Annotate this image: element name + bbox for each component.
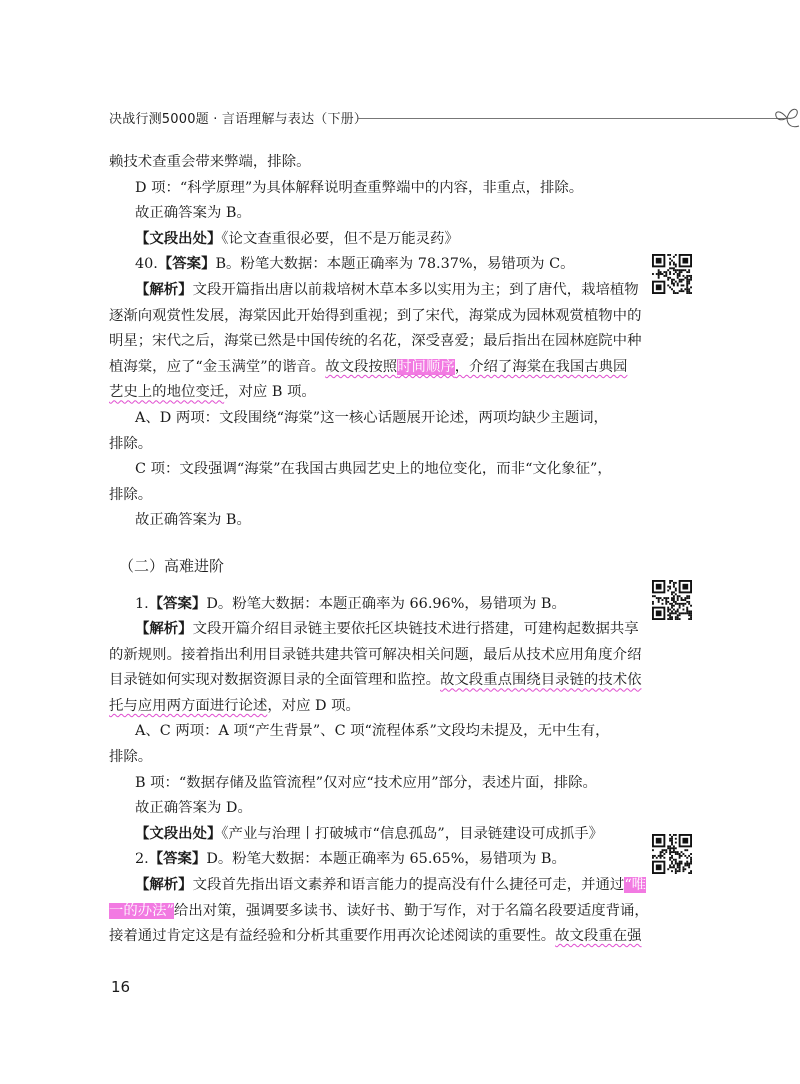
- source-tag: 【文段出处】: [135, 825, 222, 842]
- text-line: 逐渐向观赏性发展，海棠因此开始得到重视；到了宋代，海棠成为园林观赏植物中的: [109, 307, 642, 324]
- question-number: 2.: [135, 851, 149, 868]
- text-line: B 项：“数据存储及监管流程”仅对应“技术应用”部分，表述片面，排除。: [135, 774, 597, 791]
- header-rule: [357, 118, 787, 119]
- text-line: 排除。: [109, 435, 153, 452]
- text-span: ，对应 D 项。: [267, 697, 360, 714]
- qr-code-icon[interactable]: [652, 254, 692, 294]
- answer-line-q40: [109, 252, 629, 278]
- section-heading: （二）高难进阶: [119, 556, 225, 575]
- text-line: 故正确答案为 B。: [135, 205, 251, 222]
- text-line: 故正确答案为 D。: [135, 800, 252, 817]
- text-span: 给出对策，强调要多读书、读好书、勤于写作，对于名篇名段要适度背诵，: [173, 902, 649, 919]
- text-span: 植海棠，应了“金玉满堂”的谐音。: [109, 358, 326, 375]
- text-line: A、D 两项：文段围绕“海棠”这一核心话题展开论述，两项均缺少主题词，: [135, 409, 608, 426]
- analysis-text: 文段开篇指出唐以前栽培树木草本多以实用为主；到了唐代，栽培植物: [192, 281, 639, 298]
- text-line: [109, 694, 629, 720]
- analysis-text: 文段首先指出语文素养和语言能力的提高没有什么捷径可走，并通过: [192, 877, 625, 894]
- answer-line-q2: [109, 847, 629, 873]
- key-sentence-underline: 艺史上的地位变迁: [109, 384, 225, 401]
- key-sentence-underline: 故文段按照: [325, 358, 398, 375]
- page-header: [109, 104, 709, 134]
- text-line: [109, 355, 629, 381]
- keyword-highlight: 时间顺序: [397, 358, 455, 375]
- analysis-line: [109, 278, 639, 304]
- key-sentence-underline: 故文段重在强: [555, 928, 642, 945]
- question-number: 40.: [135, 256, 158, 273]
- analysis-tag: 【解析】: [135, 621, 193, 638]
- text-span: 目录链如何实现对数据资源目录的全面管理和监控。: [109, 672, 440, 689]
- qr-code-icon[interactable]: [652, 580, 692, 620]
- analysis-line: [109, 617, 639, 643]
- answer-tag: 【答案】: [148, 851, 207, 868]
- text-span: 接着通过肯定这是有益经验和分析其重要作用再次论述阅读的重要性。: [109, 928, 556, 945]
- answer-explanations: [109, 150, 649, 950]
- text-line: [109, 899, 649, 925]
- question-number: 1.: [135, 595, 149, 612]
- text-line: D 项：“科学原理”为具体解释说明查重弊端中的内容，非重点，排除。: [135, 179, 584, 196]
- text-line: 故正确答案为 B。: [135, 512, 251, 529]
- answer-text: D。粉笔大数据：本题正确率为 65.65%，易错项为 B。: [206, 851, 566, 868]
- analysis-text: 文段开篇介绍目录链主要依托区块链技术进行搭建，可建构起数据共享: [192, 621, 639, 638]
- text-line: [109, 924, 642, 950]
- text-line: 赖技术查重会带来弊端，排除。: [109, 154, 311, 170]
- answer-line-q1: [109, 592, 629, 618]
- text-span: ，对应 B 项。: [224, 384, 316, 401]
- key-sentence-underline: ，介绍了海棠在我国古典园: [454, 358, 628, 375]
- text-line: A、C 两项：A 项“产生背景”、C 项“流程体系”文段均未提及，无中生有，: [135, 723, 610, 740]
- leaf-sprout-icon: [765, 104, 800, 134]
- answer-tag: 【答案】: [157, 256, 216, 273]
- text-line: 明星；宋代之后，海棠已然是中国传统的名花，深受喜爱；最后指出在园林庭院中种: [109, 333, 642, 350]
- source-tag: 【文段出处】: [135, 230, 222, 247]
- key-sentence-underline: 故文段重点围绕目录链的技术依: [440, 672, 642, 689]
- source-title: 《产业与治理丨打破城市“信息孤岛”，目录链建设可成抓手》: [221, 825, 604, 842]
- answer-text: B。粉笔大数据：本题正确率为 78.37%，易错项为 C。: [215, 256, 575, 273]
- book-title: 决战行测5000题 · 言语理解与表达（下册）: [109, 112, 368, 127]
- text-line: C 项：文段强调“海棠”在我国古典园艺史上的地位变化，而非“文化象征”，: [135, 461, 612, 478]
- text-line: 的新规则。接着指出利用目录链共建共管可解决相关问题，最后从技术应用角度介绍: [109, 646, 642, 663]
- answer-text: D。粉笔大数据：本题正确率为 66.96%，易错项为 B。: [206, 595, 566, 612]
- text-line: 排除。: [109, 486, 153, 503]
- keyword-highlight: “唯: [624, 877, 647, 894]
- text-line: 排除。: [109, 749, 153, 766]
- source-title: 《论文查重很必要，但不是万能灵药》: [221, 230, 459, 247]
- qr-code-icon[interactable]: [652, 834, 692, 874]
- page-number: 16: [111, 978, 131, 996]
- analysis-tag: 【解析】: [135, 877, 193, 894]
- key-sentence-underline: 托与应用两方面进行论述: [109, 697, 268, 714]
- text-line: [109, 380, 629, 406]
- source-line: [109, 227, 629, 253]
- analysis-tag: 【解析】: [135, 281, 193, 298]
- source-line: [109, 822, 629, 848]
- text-line: [109, 668, 642, 694]
- answer-tag: 【答案】: [148, 595, 207, 612]
- keyword-highlight: 一的办法”: [109, 902, 174, 919]
- analysis-line: [109, 873, 647, 899]
